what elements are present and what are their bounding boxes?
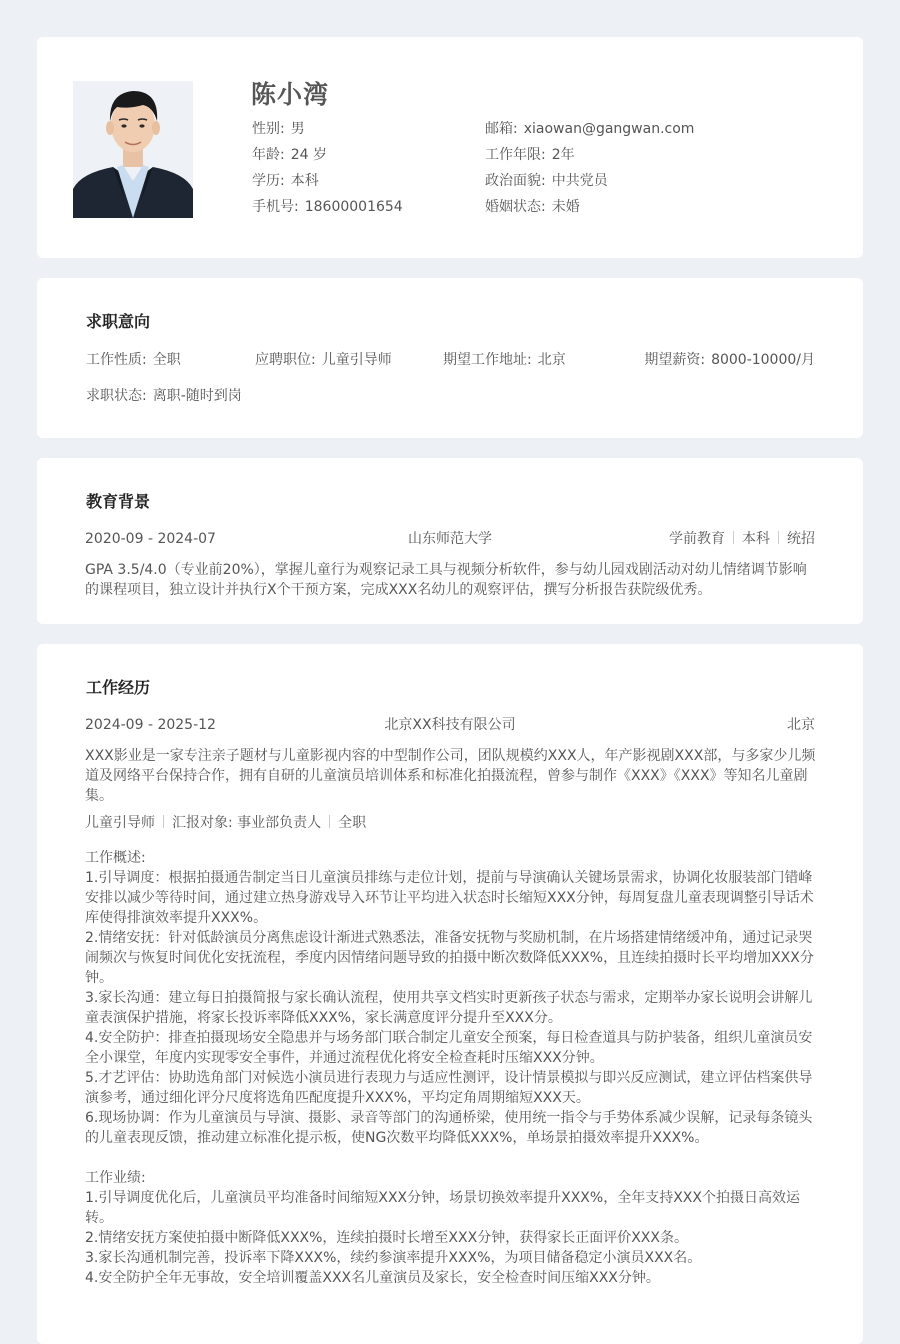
avatar <box>73 81 193 218</box>
info-marital: 婚姻状态: 未婚 <box>485 199 580 215</box>
info-work-years: 工作年限: 2年 <box>485 147 575 163</box>
result-item: 4.安全防护全年无事故，安全培训覆盖XXX名儿童演员及家长，安全检查时间压缩XXX分钟。 <box>85 1270 660 1286</box>
overview-item: 3.家长沟通：建立每日拍摄简报与家长确认流程，使用共享文档实时更新孩子状态与需求，定期举办家长说明会讲解儿童表演保护措施，将家长投诉率降低XXX%，家长满意度评分提升至XXX分。 <box>85 990 813 1026</box>
overview-item: 2.情绪安抚：针对低龄演员分离焦虑设计渐进式熟悉法，准备安抚物与奖励机制，在片场搭建情绪缓冲角，通过记录哭闹频次与恢复时间优化安抚流程，季度内因情绪问题导致的拍摄中断次数降低XXX%，且连续拍摄时长平均增加XXX分钟。 <box>85 930 814 986</box>
work-city: 北京 <box>787 717 815 733</box>
education-card <box>37 458 863 624</box>
work-card <box>37 644 863 1344</box>
info-political: 政治面貌: 中共党员 <box>485 173 608 189</box>
overview-item: 4.安全防护：排查拍摄现场安全隐患并与场务部门联合制定儿童安全预案，每日检查道具与防护装备，组织儿童演员安全小课堂，年度内实现零安全事件，并通过流程优化将安全检查耗时压缩XXX分钟。 <box>85 1030 813 1066</box>
basic-info <box>252 119 752 217</box>
info-age: 年龄: 24 岁 <box>252 147 327 163</box>
edu-tags <box>669 529 815 549</box>
work-tags <box>85 813 366 833</box>
intent-job-type: 工作性质: 全职 <box>86 352 181 368</box>
edu-tag-major: 学前教育 <box>669 531 725 547</box>
work-tag-report: 汇报对象: 事业部负责人 <box>172 815 322 831</box>
company-intro: XXX影业是一家专注亲子题材与儿童影视内容的中型制作公司，团队规模约XXX人，年产影视剧XXX部，与多家少儿频道及网络平台保持合作，拥有自研的儿童演员培训体系和标准化拍摄流程，曾参与制作《XXX》《XXX》等知名儿童剧集。 <box>85 748 816 804</box>
profile-card <box>37 37 863 258</box>
work-tag-type: 全职 <box>338 815 367 831</box>
info-education: 学历: 本科 <box>252 173 319 189</box>
work-period: 2024-09 - 2025-12 <box>85 717 216 733</box>
intent-position: 应聘职位: 儿童引导师 <box>255 352 392 368</box>
section-title-intent: 求职意向 <box>86 312 151 331</box>
edu-tag-degree: 本科 <box>742 531 770 547</box>
section-title-education: 教育背景 <box>86 492 151 511</box>
result-item: 3.家长沟通机制完善，投诉率下降XXX%，续约参演率提升XXX%，为项目储备稳定小演员XXX名。 <box>85 1250 702 1266</box>
job-intent-card <box>37 278 863 438</box>
work-company: 北京XX科技有限公司 <box>384 717 516 733</box>
edu-tag-enrollment: 统招 <box>787 531 815 547</box>
candidate-name: 陈小湾 <box>251 80 330 109</box>
result-item: 1.引导调度优化后，儿童演员平均准备时间缩短XXX分钟，场景切换效率提升XXX%，全年支持XXX个拍摄日高效运转。 <box>85 1190 800 1226</box>
info-email: 邮箱: xiaowan@gangwan.com <box>485 121 695 137</box>
result-item: 2.情绪安抚方案使拍摄中断降低XXX%，连续拍摄时长增至XXX分钟，获得家长正面评价XXX条。 <box>85 1230 688 1246</box>
info-phone: 手机号: 18600001654 <box>252 199 403 215</box>
work-tag-role: 儿童引导师 <box>85 815 155 831</box>
overview-item: 5.才艺评估：协助选角部门对候选小演员进行表现力与适应性测评，设计情景模拟与即兴反应测试，建立评估档案供导演参考，通过细化评分尺度将选角匹配度提升XXX%，平均定角周期缩短XXX天。 <box>85 1070 813 1106</box>
results-label: 工作业绩: <box>85 1170 146 1186</box>
work-details <box>85 848 817 1288</box>
intent-location: 期望工作地址: 北京 <box>443 352 566 368</box>
intent-status: 求职状态: 离职-随时到岗 <box>86 388 242 404</box>
edu-description: GPA 3.5/4.0（专业前20%），掌握儿童行为观察记录工具与视频分析软件，参与幼儿园戏剧活动对幼儿情绪调节影响的课程项目，独立设计并执行X个干预方案，完成XXX名幼儿的观察评估，撰写分析报告获院级优秀。 <box>85 562 807 598</box>
section-title-work: 工作经历 <box>86 678 151 697</box>
edu-school: 山东师范大学 <box>408 531 492 547</box>
edu-period: 2020-09 - 2024-07 <box>85 531 216 547</box>
overview-label: 工作概述: <box>85 850 146 866</box>
info-gender: 性别: 男 <box>252 121 305 137</box>
intent-salary: 期望薪资: 8000-10000/月 <box>644 352 815 368</box>
overview-item: 6.现场协调：作为儿童演员与导演、摄影、录音等部门的沟通桥梁，使用统一指令与手势体系减少误解，记录每条镜头的儿童表现反馈，推动建立标准化提示板，使NG次数平均降低XXX%，单场景拍摄效率提升XXX%。 <box>85 1110 813 1146</box>
overview-item: 1.引导调度：根据拍摄通告制定当日儿童演员排练与走位计划，提前与导演确认关键场景需求，协调化妆服装部门错峰安排以减少等待时间，通过建立热身游戏导入环节让平均进入状态时长缩短XXX分钟，每周复盘儿童表现调整引导话术库使得排演效率提升XXX%。 <box>85 870 814 926</box>
